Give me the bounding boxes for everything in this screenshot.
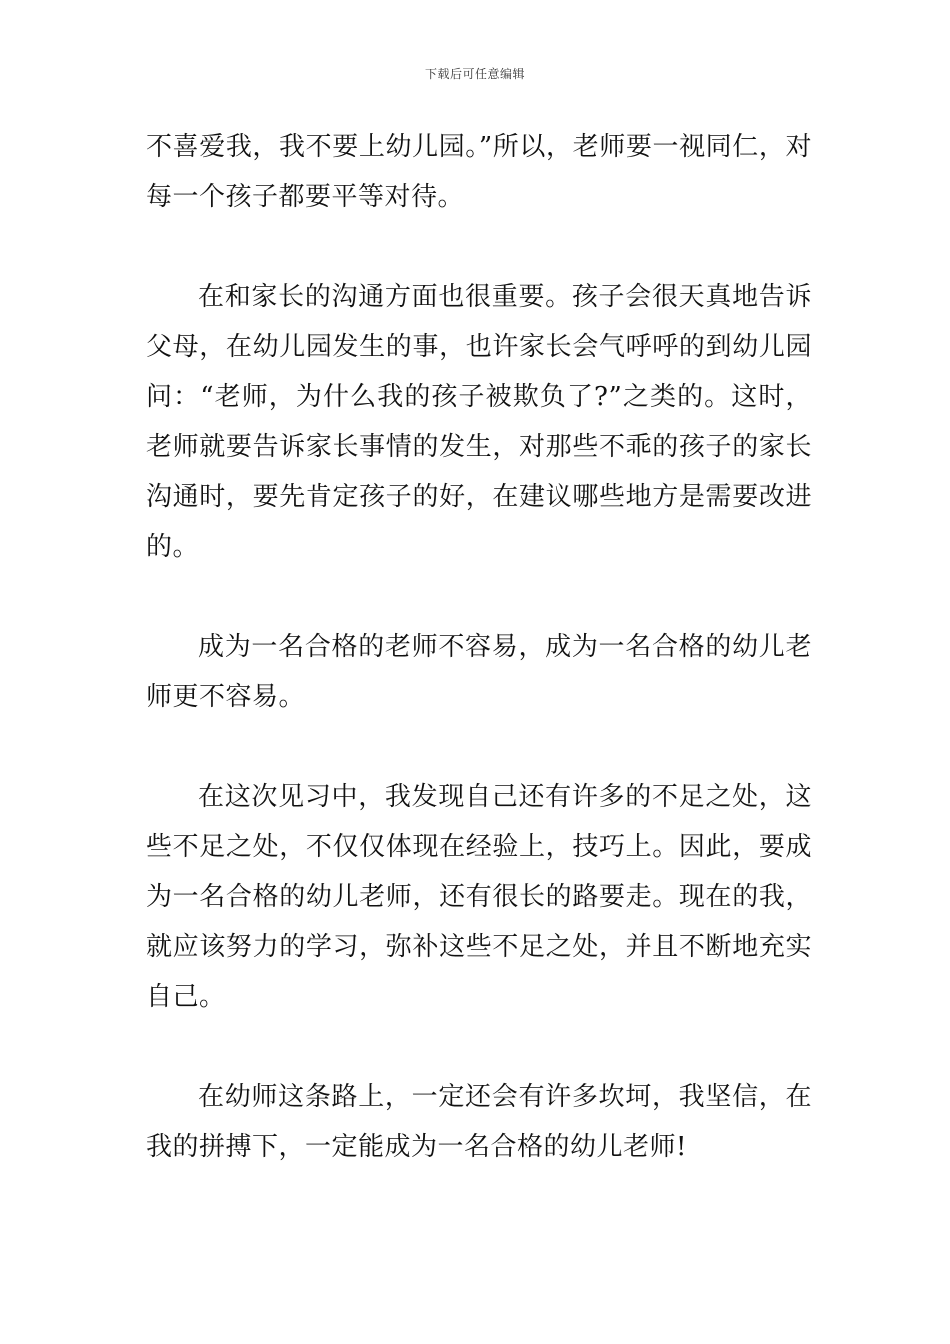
paragraph-conclusion: 在幼师这条路上，一定还会有许多坎坷，我坚信，在我的拼搏下，一定能成为一名合格的幼儿老师!: [146, 1082, 812, 1162]
document-body: [146, 122, 812, 1172]
paragraph-qualified-teacher: 成为一名合格的老师不容易，成为一名合格的幼儿老师更不容易。: [146, 632, 812, 712]
paragraph-parent-communication: 在和家长的沟通方面也很重要。孩子会很天真地告诉父母，在幼儿园发生的事，也许家长会气呼呼的到幼儿园问：“老师，为什么我的孩子被欺负了?”之类的。这时，老师就要告诉家长事情的发生，对那些不乖的孩子的家长沟通时，要先肯定孩子的好，在建议哪些地方是需要改进的。: [146, 282, 812, 562]
page-header-note: 下载后可任意编辑: [424, 67, 525, 81]
paragraph-self-reflection: 在这次见习中，我发现自己还有许多的不足之处，这些不足之处，不仅仅体现在经验上，技巧上。因此，要成为一名合格的幼儿老师，还有很长的路要走。现在的我，就应该努力的学习，弥补这些不足之处，并且不断地充实自己。: [146, 782, 812, 1012]
paragraph-continued: 不喜爱我，我不要上幼儿园。”所以，老师要一视同仁，对每一个孩子都要平等对待。: [146, 132, 812, 212]
